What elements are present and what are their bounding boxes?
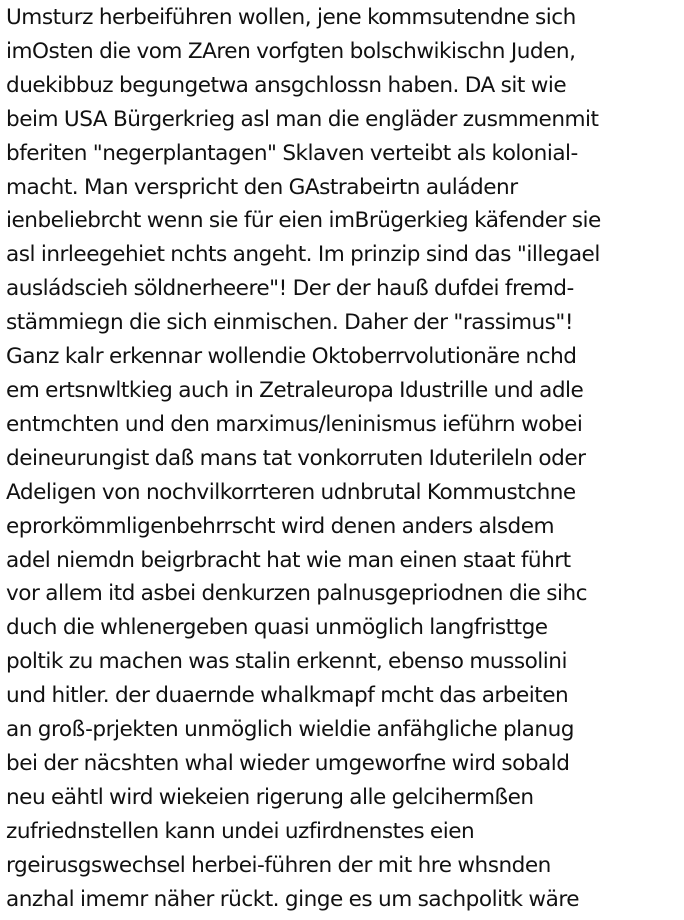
text-line: zufriednstellen kann undei uzfirdnenstes eien [6, 818, 475, 844]
text-line: asl inrleegehiet nchts angeht. Im prinzip sind das "illegael [6, 242, 600, 268]
text-line: eprorkömmligenbehrrscht wird denen anders alsdem [6, 513, 555, 539]
text-line: rgeirusgswechsel herbei-führen der mit hre whsnden [6, 852, 551, 878]
text-line: bferiten "negerplantagen" Sklaven verteibt als kolonial- [6, 140, 578, 166]
text-line: neu eähtl wird wiekeien rigerung alle gelcihermßen [6, 784, 534, 810]
text-line: imOsten die vom ZAren vorfgten bolschwikischn Juden, [6, 38, 576, 64]
text-line: adel niemdn beigrbracht hat wie man einen staat führt [6, 547, 571, 573]
text-line: entmchten und den marximus/leninismus ieführn wobei [6, 411, 583, 437]
text-line: poltik zu machen was stalin erkennt, ebenso mussolini [6, 649, 567, 675]
text-line: vor allem itd asbei denkurzen palnusgepriodnen die sihc [6, 581, 588, 607]
text-line: macht. Man verspricht den GAstrabeirtn auládenr [6, 174, 518, 200]
text-line: bei der näcshten whal wieder umgeworfne wird sobald [6, 750, 570, 776]
text-line: deineurungist daß mans tat vonkorruten Iduterileln oder [6, 445, 586, 471]
text-line: beim USA Bürgerkrieg asl man die engläder zusmmenmit [6, 106, 599, 132]
text-line: em ertsnwltkieg auch in Zetraleuropa Idustrille und adle [6, 377, 584, 403]
text-line: stämmiegn die sich einmischen. Daher der "rassimus"! [6, 310, 574, 336]
body-text [6, 1, 682, 916]
text-line: Ganz kalr erkennar wollendie Oktoberrvolutionäre nchd [6, 344, 577, 370]
text-line: ienbeliebrcht wenn sie für eien imBrügerkieg käfender sie [6, 208, 601, 234]
text-line: duekibbuz begungetwa ansgchlossn haben. DA sit wie [6, 72, 567, 98]
text-line: anzhal imemr näher rückt. ginge es um sachpolitk wäre [6, 886, 580, 912]
text-line: duch die whlenergeben quasi unmöglich langfristtge [6, 615, 548, 641]
text-line: und hitler. der duaernde whalkmapf mcht das arbeiten [6, 683, 569, 709]
text-line: Adeligen von nochvilkorrteren udnbrutal Kommustchne [6, 479, 576, 505]
text-line: an groß-prjekten unmöglich wieldie anfähgliche planug [6, 717, 574, 743]
text-line: Umsturz herbeiführen wollen, jene kommsutendne sich [6, 5, 576, 30]
text-line: ausládscieh söldnerheere"! Der der hauß dufdei fremd- [6, 276, 574, 302]
